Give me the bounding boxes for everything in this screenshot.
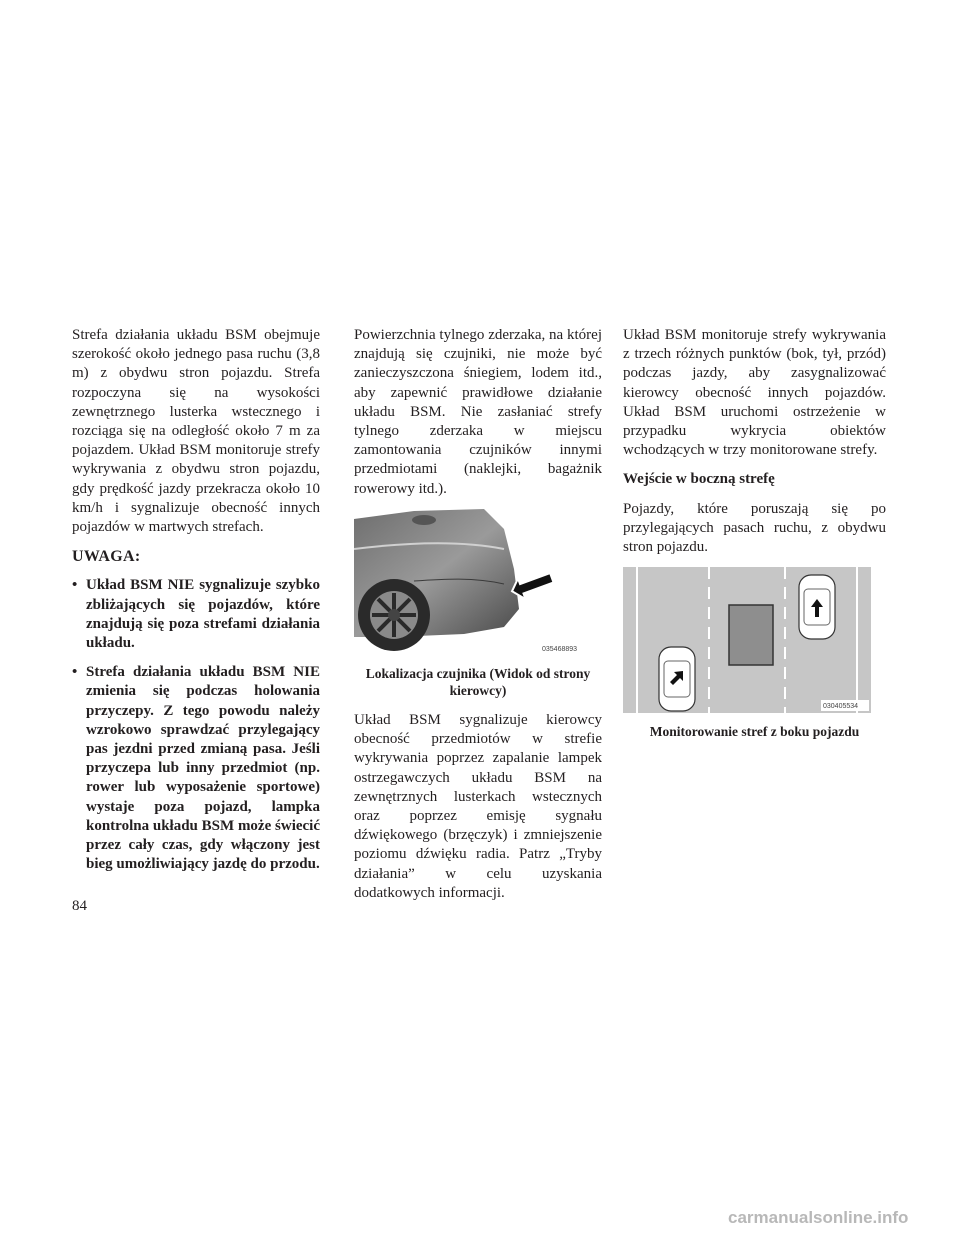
note-item <box>72 663 320 874</box>
section-subheading: Wejście w boczną strefę <box>623 471 775 488</box>
lane-diagram <box>623 567 871 713</box>
warning-paragraph: Układ BSM sygnalizuje kierowcy obecność przedmiotów w strefie wykrywania poprzez zapalanie lampek ostrzegawczych układu BSM na zewnętrznych lusterkach wstecznych oraz poprzez emisję sygnału dźwiękowego (brzęczyk) i zmniejszenie poziomu dźwięku radia. Patrz „Tryby działania” w celu uzyskania dodatkowych informacji. <box>354 712 602 901</box>
intro-paragraph: Strefa działania układu BSM obejmuje szerokość około jednego pasa ruchu (3,8 m) z obydwu stron pojazdu. Strefa rozpoczyna się na wysokości zewnętrznego lusterka wstecznego i rozciąga się na odległość około 7 m za pojazdem. Układ BSM monitoruje strefy wykrywania z obydwu stron pojazdu, gdy prędkość jazdy przekracza około 10 km/h i sygnalizuje obecność innych pojazdów w martwych strefach. <box>72 327 320 536</box>
figure-caption: Lokalizacja czujnika (Widok od strony kierowcy) <box>365 666 591 699</box>
note-list <box>72 576 320 874</box>
bullet-icon: • <box>72 664 78 681</box>
side-zone-paragraph: Pojazdy, które poruszają się po przylegających pasach ruchu, z obydwu stron pojazdu. <box>623 500 886 556</box>
note-text: Układ BSM NIE sygnalizuje szybko zbliżających się pojazdów, które znajdują się poza strefami działania układu. <box>86 577 320 652</box>
figure-code: 035468893 <box>542 645 578 653</box>
figure-code: 030405534 <box>823 703 859 711</box>
column-middle <box>354 326 602 913</box>
bumper-paragraph: Powierzchnia tylnego zderzaka, na której znajdują się czujniki, nie może być zanieczyszczona śniegiem, lodem itd., aby zapewnić prawidłowe działanie układu BSM. Nie zasłaniać strefy tylnego zderzaka w miejscu zamontowania czujników innymi przedmiotami (naklejki, bagażnik rowerowy itd.). <box>354 327 602 497</box>
sensor-location-figure <box>354 509 602 661</box>
bullet-icon: • <box>72 577 78 594</box>
detection-zone <box>729 605 773 665</box>
note-item <box>72 576 320 653</box>
column-left <box>72 326 320 884</box>
car-top-left <box>659 647 695 711</box>
column-right <box>623 326 886 752</box>
zones-paragraph: Układ BSM monitoruje strefy wykrywania z trzech różnych punktów (bok, tył, przód) podczas jazdy, aby zasygnalizować kierowcy obecność innych pojazdów. Układ BSM uruchomi ostrzeżenie w przypadku wykrycia obiektów wchodzących w trzy monitorowane strefy. <box>623 327 886 459</box>
car-rear-illustration <box>354 509 586 655</box>
note-text: Strefa działania układu BSM NIE zmienia się podczas holowania przyczepy. Z tego powodu należy wzrokowo sprawdzać przylegający pas jezdni przed zmianą pasa. Jeśli przyczepa lub inny przedmiot (np. rower lub wyposażenie sportowe) wystaje poza pojazd, lampka kontrolna układu BSM może świecić przez cały czas, gdy włączony jest bieg umożliwiający jazdę do przodu. <box>86 664 320 873</box>
car-top-right <box>799 575 835 639</box>
page-number: 84 <box>72 898 87 914</box>
figure-caption: Monitorowanie stref z boku pojazdu <box>649 724 860 740</box>
note-heading: UWAGA: <box>72 548 141 566</box>
watermark: carmanualsonline.info <box>728 1208 909 1227</box>
side-zone-figure <box>623 567 886 719</box>
